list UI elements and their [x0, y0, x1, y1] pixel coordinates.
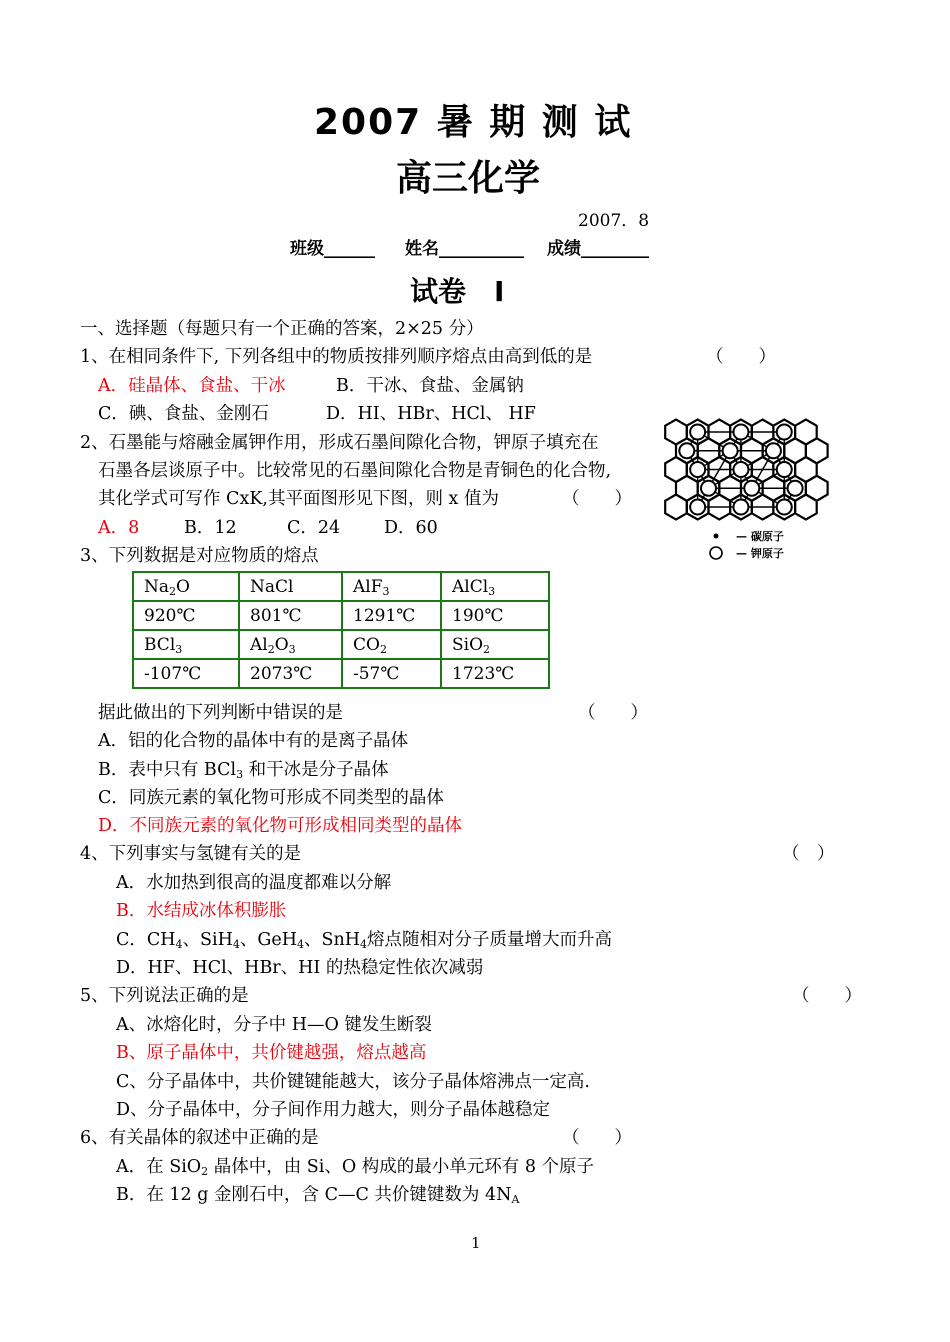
q4-option-d: D．HF、HCl、HBr、HI 的热稳定性依次减弱: [116, 958, 484, 978]
graphite-lattice-figure: [664, 418, 834, 568]
table-cell: 920℃: [133, 601, 239, 630]
q3-option-d: D．不同族元素的氧化物可形成相同类型的晶体: [98, 816, 463, 836]
potassium-atom: [777, 425, 792, 440]
potassium-atom: [733, 500, 748, 515]
page-number: 1: [471, 1234, 481, 1252]
q1-option-c: C．碘、食盐、金刚石: [98, 404, 269, 424]
table-cell: -57℃: [342, 659, 441, 688]
potassium-atom: [701, 481, 716, 496]
potassium-atom: [744, 481, 759, 496]
potassium-atom: [690, 500, 705, 515]
table-cell: BCl$_3$: [133, 630, 239, 659]
table-cell: $CO_2$: [342, 630, 441, 659]
potassium-atom: [777, 500, 792, 515]
legend-potassium-label: — 钾原子: [736, 547, 784, 560]
potassium-atom: [690, 425, 705, 440]
q4-bracket: （ ）: [782, 844, 835, 864]
class-field: 班级______: [290, 239, 375, 259]
potassium-atom: [690, 462, 705, 477]
q3-option-c: C．同族元素的氧化物可形成不同类型的晶体: [98, 788, 444, 808]
potassium-atom: [788, 481, 803, 496]
score-field: 成绩________: [547, 239, 649, 259]
q3-option-a: A．铝的化合物的晶体中有的是离子晶体: [98, 731, 409, 751]
table-cell: $Al_2O_3$: [239, 630, 342, 659]
exam-date: 2007．8: [578, 211, 650, 231]
q2-line3: 其化学式可写作 CxK,其平面图形见下图，则 x 值为: [98, 489, 499, 509]
q1-stem: 1、在相同条件下, 下列各组中的物质按排列顺序熔点由高到低的是: [80, 347, 593, 367]
q6-option-b: B．在 12 g 金刚石中，含 C—C 共价键键数为 $4N_A$: [116, 1185, 520, 1206]
q1-option-d: D．HI、HBr、HCl、 HF: [326, 404, 536, 424]
table-cell: 1723℃: [441, 659, 549, 688]
table-cell: 801℃: [239, 601, 342, 630]
potassium-atom: [777, 462, 792, 477]
potassium-legend-circle: [710, 547, 722, 559]
q5-option-b: B、原子晶体中，共价键越强，熔点越高: [116, 1043, 427, 1063]
q6-bracket: （ ）: [562, 1128, 632, 1148]
table-cell: 1291℃: [342, 601, 441, 630]
table-cell: AlCl$_3$: [441, 572, 549, 601]
q3-bracket: （ ）: [578, 703, 648, 723]
table-cell: $Na_2O$: [133, 572, 239, 601]
table-cell: AlF$_3$: [342, 572, 441, 601]
potassium-atom: [723, 443, 738, 458]
subject-title: 高三化学: [396, 158, 541, 199]
carbon-legend-dot: [714, 534, 719, 539]
q6-option-a: A．在 SiO$_2$ 晶体中，由 Si、O 构成的最小单元环有 8 个原子: [116, 1157, 595, 1178]
table-row: [133, 601, 549, 630]
q5-option-a: A、冰熔化时，分子中 H—O 键发生断裂: [116, 1015, 432, 1035]
table-row: [133, 572, 549, 601]
potassium-atom: [733, 425, 748, 440]
q4-stem: 4、下列事实与氢键有关的是: [80, 844, 302, 864]
q2-line1: 2、石墨能与熔融金属钾作用，形成石墨间隙化合物，钾原子填充在: [80, 433, 599, 453]
melting-point-table: [132, 571, 550, 689]
q1-bracket: （ ）: [706, 347, 776, 367]
q2-line2: 石墨各层谈原子中。比较常见的石墨间隙化合物是青铜色的化合物,: [98, 461, 612, 481]
potassium-atom: [733, 462, 748, 477]
q4-option-b: B．水结成冰体积膨胀: [116, 901, 287, 921]
name-field: 姓名__________: [405, 239, 524, 259]
table-cell: 190℃: [441, 601, 549, 630]
q4-option-c: C．$CH_4$、SiH$_4$、GeH$_4$、SnH$_4$熔点随相对分子质量增大而升高: [116, 930, 613, 951]
carbon-hexagon: [795, 495, 817, 520]
paper-title: 试卷 Ⅰ: [410, 275, 505, 308]
carbon-hexagon: [665, 495, 687, 520]
q3-option-b: B．表中只有 BCl$_3$ 和干冰是分子晶体: [98, 760, 389, 781]
potassium-atom: [679, 443, 694, 458]
q1-option-a: A．硅晶体、食盐、干冰: [98, 376, 286, 396]
table-row: [133, 630, 549, 659]
q5-option-c: C、分子晶体中，共价键键能越大，该分子晶体熔沸点一定高.: [116, 1072, 590, 1092]
q5-stem: 5、下列说法正确的是: [80, 986, 249, 1006]
exam-title: 2007 暑 期 测 试: [314, 102, 633, 143]
q3-judge: 据此做出的下列判断中错误的是: [98, 703, 343, 723]
table-row: [133, 659, 549, 688]
q2-option-a: A．8: [98, 518, 140, 538]
table-cell: NaCl: [239, 572, 342, 601]
q2-option-b: B．12: [184, 518, 237, 538]
table-cell: -107℃: [133, 659, 239, 688]
q2-option-c: C．24: [287, 518, 341, 538]
potassium-atom: [766, 443, 781, 458]
section-heading: 一、选择题（每题只有一个正确的答案，2×25 分）: [80, 319, 484, 339]
q4-option-a: A．水加热到很高的温度都难以分解: [116, 873, 392, 893]
q6-stem: 6、有关晶体的叙述中正确的是: [80, 1128, 319, 1148]
table-cell: 2073℃: [239, 659, 342, 688]
q2-option-d: D．60: [384, 518, 438, 538]
q3-stem: 3、下列数据是对应物质的熔点: [80, 546, 319, 566]
table-cell: SiO$_2$: [441, 630, 549, 659]
q5-bracket: （ ）: [792, 986, 862, 1006]
q5-option-d: D、分子晶体中，分子间作用力越大，则分子晶体越稳定: [116, 1100, 551, 1120]
q2-bracket: （ ）: [562, 489, 632, 509]
q1-option-b: B．干冰、食盐、金属钠: [336, 376, 524, 396]
legend-carbon-label: — 碳原子: [736, 530, 784, 543]
